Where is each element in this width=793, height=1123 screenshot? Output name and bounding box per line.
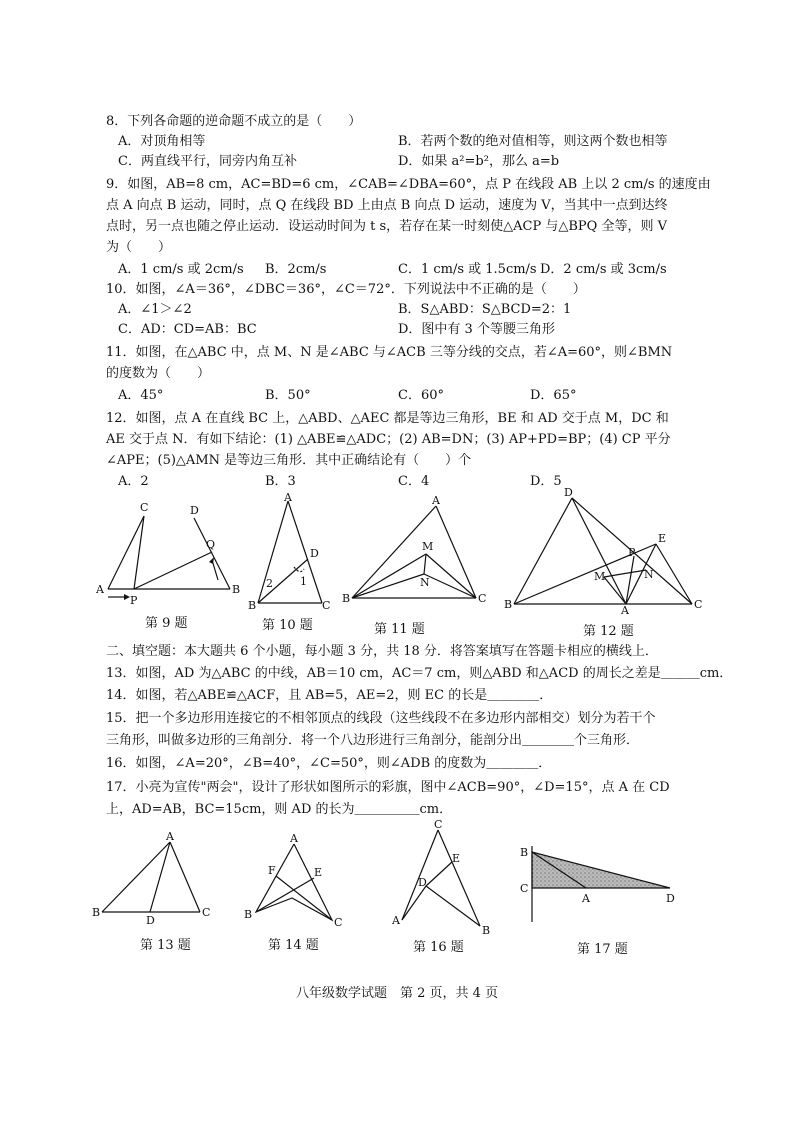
figure-9 (92, 496, 242, 608)
q9-line4: 为（ ） (106, 240, 172, 255)
figure-13-caption: 第 13 题 (140, 938, 191, 953)
svg-text:B: B (244, 908, 253, 921)
figure-17-caption: 第 17 题 (577, 942, 628, 957)
q15-line1: 15．把一个多边形用连接它的不相邻顶点的线段（这些线段不在多边形内部相交）划分为若干个 (106, 711, 656, 726)
q11-option-a: A．45° (118, 388, 164, 403)
svg-text:2: 2 (266, 577, 273, 590)
svg-text:A: A (621, 604, 629, 616)
svg-text:A: A (290, 832, 298, 845)
q12-line3: ∠APE；(5)△AMN 是等边三角形．其中正确结论有（ ）个 (106, 453, 472, 468)
q8-option-c: C．两直线平行，同旁内角互补 (118, 154, 297, 169)
svg-text:D: D (666, 892, 675, 905)
section2-header: 二、填空题：本大题共 6 个小题，每小题 3 分，共 18 分．将答案填写在答题卡相应的横线上． (106, 644, 658, 659)
figure-16 (386, 816, 496, 936)
svg-text:D: D (564, 486, 573, 499)
q10-option-b: B．S△ABD：S△BCD=2：1 (398, 302, 572, 317)
q9-line1: 9．如图，AB=8 cm，AC=BD=6 cm，∠CAB=∠DBA=60°，点 P 在线段 AB 上以 2 cm/s 的速度由 (106, 177, 711, 192)
q11-option-b: B．50° (265, 388, 311, 403)
svg-text:C: C (478, 592, 487, 605)
q11-line1: 11．如图，在△ABC 中，点 M、N 是∠ABC 与∠ACB 三等分线的交点，若∠A=60°，则∠BMN (106, 345, 673, 360)
svg-text:C: C (334, 916, 343, 929)
svg-text:C: C (434, 818, 443, 831)
q12-option-a: A．2 (118, 474, 149, 489)
svg-text:C: C (140, 501, 149, 514)
q12-option-c: C．4 (398, 474, 430, 489)
q11-option-d: D．65° (530, 388, 577, 403)
svg-text:E: E (658, 532, 667, 545)
figure-17 (516, 840, 686, 930)
figure-10 (244, 493, 338, 611)
svg-text:P: P (130, 594, 138, 607)
q14: 14．如图，若△ABE≌△ACF，且 AB=5，AE=2，则 EC 的长是＿＿＿＿． (106, 688, 553, 703)
svg-text:1: 1 (300, 575, 307, 588)
svg-text:F: F (268, 864, 276, 877)
figure-11 (340, 494, 496, 610)
q12-option-d: D．5 (530, 474, 562, 489)
q8-option-a: A．对顶角相等 (118, 134, 206, 149)
svg-text:C: C (694, 598, 703, 611)
svg-text:A: A (432, 494, 440, 507)
figure-11-caption: 第 11 题 (374, 622, 425, 637)
svg-text:N: N (420, 576, 430, 589)
figure-12 (500, 484, 706, 616)
svg-text:E: E (314, 866, 323, 879)
svg-text:B: B (520, 846, 529, 859)
q8-option-b: B．若两个数的绝对值相等，则这两个数也相等 (398, 134, 668, 149)
q11-line2: 的度数为（ ） (106, 366, 211, 381)
q16: 16．如图，∠A=20°，∠B=40°，∠C=50°，则∠ADB 的度数为＿＿＿＿． (106, 756, 552, 771)
q12-line2: AE 交于点 N．有如下结论：(1) △ABE≌△ADC；(2) AB=DN；(3) AP+PD=BP；(4) CP 平分 (106, 432, 671, 447)
q15-line2: 三角形，叫做多边形的三角剖分．将一个八边形进行三角剖分，能剖分出＿＿＿＿个三角形． (106, 733, 640, 748)
q12-line1: 12．如图，点 A 在直线 BC 上，△ABD、△AEC 都是等边三角形，BE 和 AD 交于点 M，DC 和 (106, 411, 669, 426)
figure-14-caption: 第 14 题 (268, 938, 319, 953)
svg-text:B: B (342, 592, 351, 605)
svg-text:P: P (628, 546, 636, 559)
q10-option-d: D．图中有 3 个等腰三角形 (398, 322, 555, 337)
figure-9-caption: 第 9 题 (145, 616, 188, 631)
q9-option-a: A．1 cm/s 或 2cm/s (118, 262, 244, 277)
page-footer: 八年级数学试题 第 2 页，共 4 页 (296, 986, 499, 1001)
svg-text:B: B (248, 599, 257, 611)
q17-line2: 上，AD=AB，BC=15cm，则 AD 的长为＿＿＿＿＿cm． (106, 802, 453, 817)
q10-option-a: A．∠1＞∠2 (118, 302, 192, 317)
figure-12-caption: 第 12 题 (583, 624, 634, 639)
svg-text:D: D (418, 876, 427, 889)
svg-text:M: M (422, 540, 434, 553)
q9-option-c: C．1 cm/s 或 1.5cm/s (398, 262, 537, 277)
q8-option-d: D．如果 a²=b²，那么 a=b (398, 154, 560, 169)
svg-text:A: A (96, 583, 104, 596)
q10-option-c: C．AD：CD=AB：BC (118, 322, 257, 337)
svg-text:B: B (232, 583, 241, 596)
figure-16-caption: 第 16 题 (413, 940, 464, 955)
svg-text:C: C (202, 906, 211, 919)
q9-option-b: B．2cm/s (265, 262, 327, 277)
svg-text:A: A (166, 830, 174, 843)
svg-text:Q: Q (206, 538, 216, 551)
figure-13 (88, 830, 218, 926)
figure-10-caption: 第 10 题 (262, 618, 313, 633)
svg-text:E: E (452, 852, 461, 865)
svg-text:B: B (482, 924, 491, 936)
q12-option-b: B．3 (265, 474, 296, 489)
svg-text:N: N (644, 568, 654, 581)
svg-text:M: M (594, 570, 606, 583)
svg-text:D: D (190, 504, 199, 517)
q11-option-c: C．60° (398, 388, 444, 403)
svg-text:B: B (92, 906, 101, 919)
q10-stem: 10．如图，∠A＝36°，∠DBC＝36°，∠C＝72°．下列说法中不正确的是（ ） (106, 282, 586, 297)
svg-text:A: A (582, 892, 590, 905)
q8-stem: 8．下列各命题的逆命题不成立的是（ ） (106, 114, 362, 129)
q17-line1: 17．小亮为宣传"两会"，设计了形状如图所示的彩旗，图中∠ACB=90°，∠D=15°，点 A 在 CD (106, 780, 670, 795)
q9-option-d: D．2 cm/s 或 3cm/s (540, 262, 667, 277)
svg-text:B: B (504, 598, 513, 611)
svg-text:D: D (310, 547, 319, 560)
q9-line2: 点 A 向点 B 运动，同时，点 Q 在线段 BD 上由点 B 向点 D 运动，速度为 V，当其中一点到达终 (106, 198, 668, 213)
svg-text:D: D (146, 914, 155, 926)
svg-text:C: C (520, 882, 529, 895)
figure-14 (240, 832, 346, 930)
q13: 13．如图，AD 为△ABC 的中线，AB＝10 cm，AC＝7 cm，则△ABD 和△ACD 的周长之差是＿＿＿cm． (106, 666, 733, 681)
svg-text:A: A (284, 493, 292, 504)
q9-line3: 点时，另一点也随之停止运动．设运动时间为 t s，若存在某一时刻使△ACP 与△BPQ 全等，则 V (106, 219, 667, 234)
svg-text:A: A (392, 914, 400, 927)
svg-text:C: C (322, 599, 331, 611)
